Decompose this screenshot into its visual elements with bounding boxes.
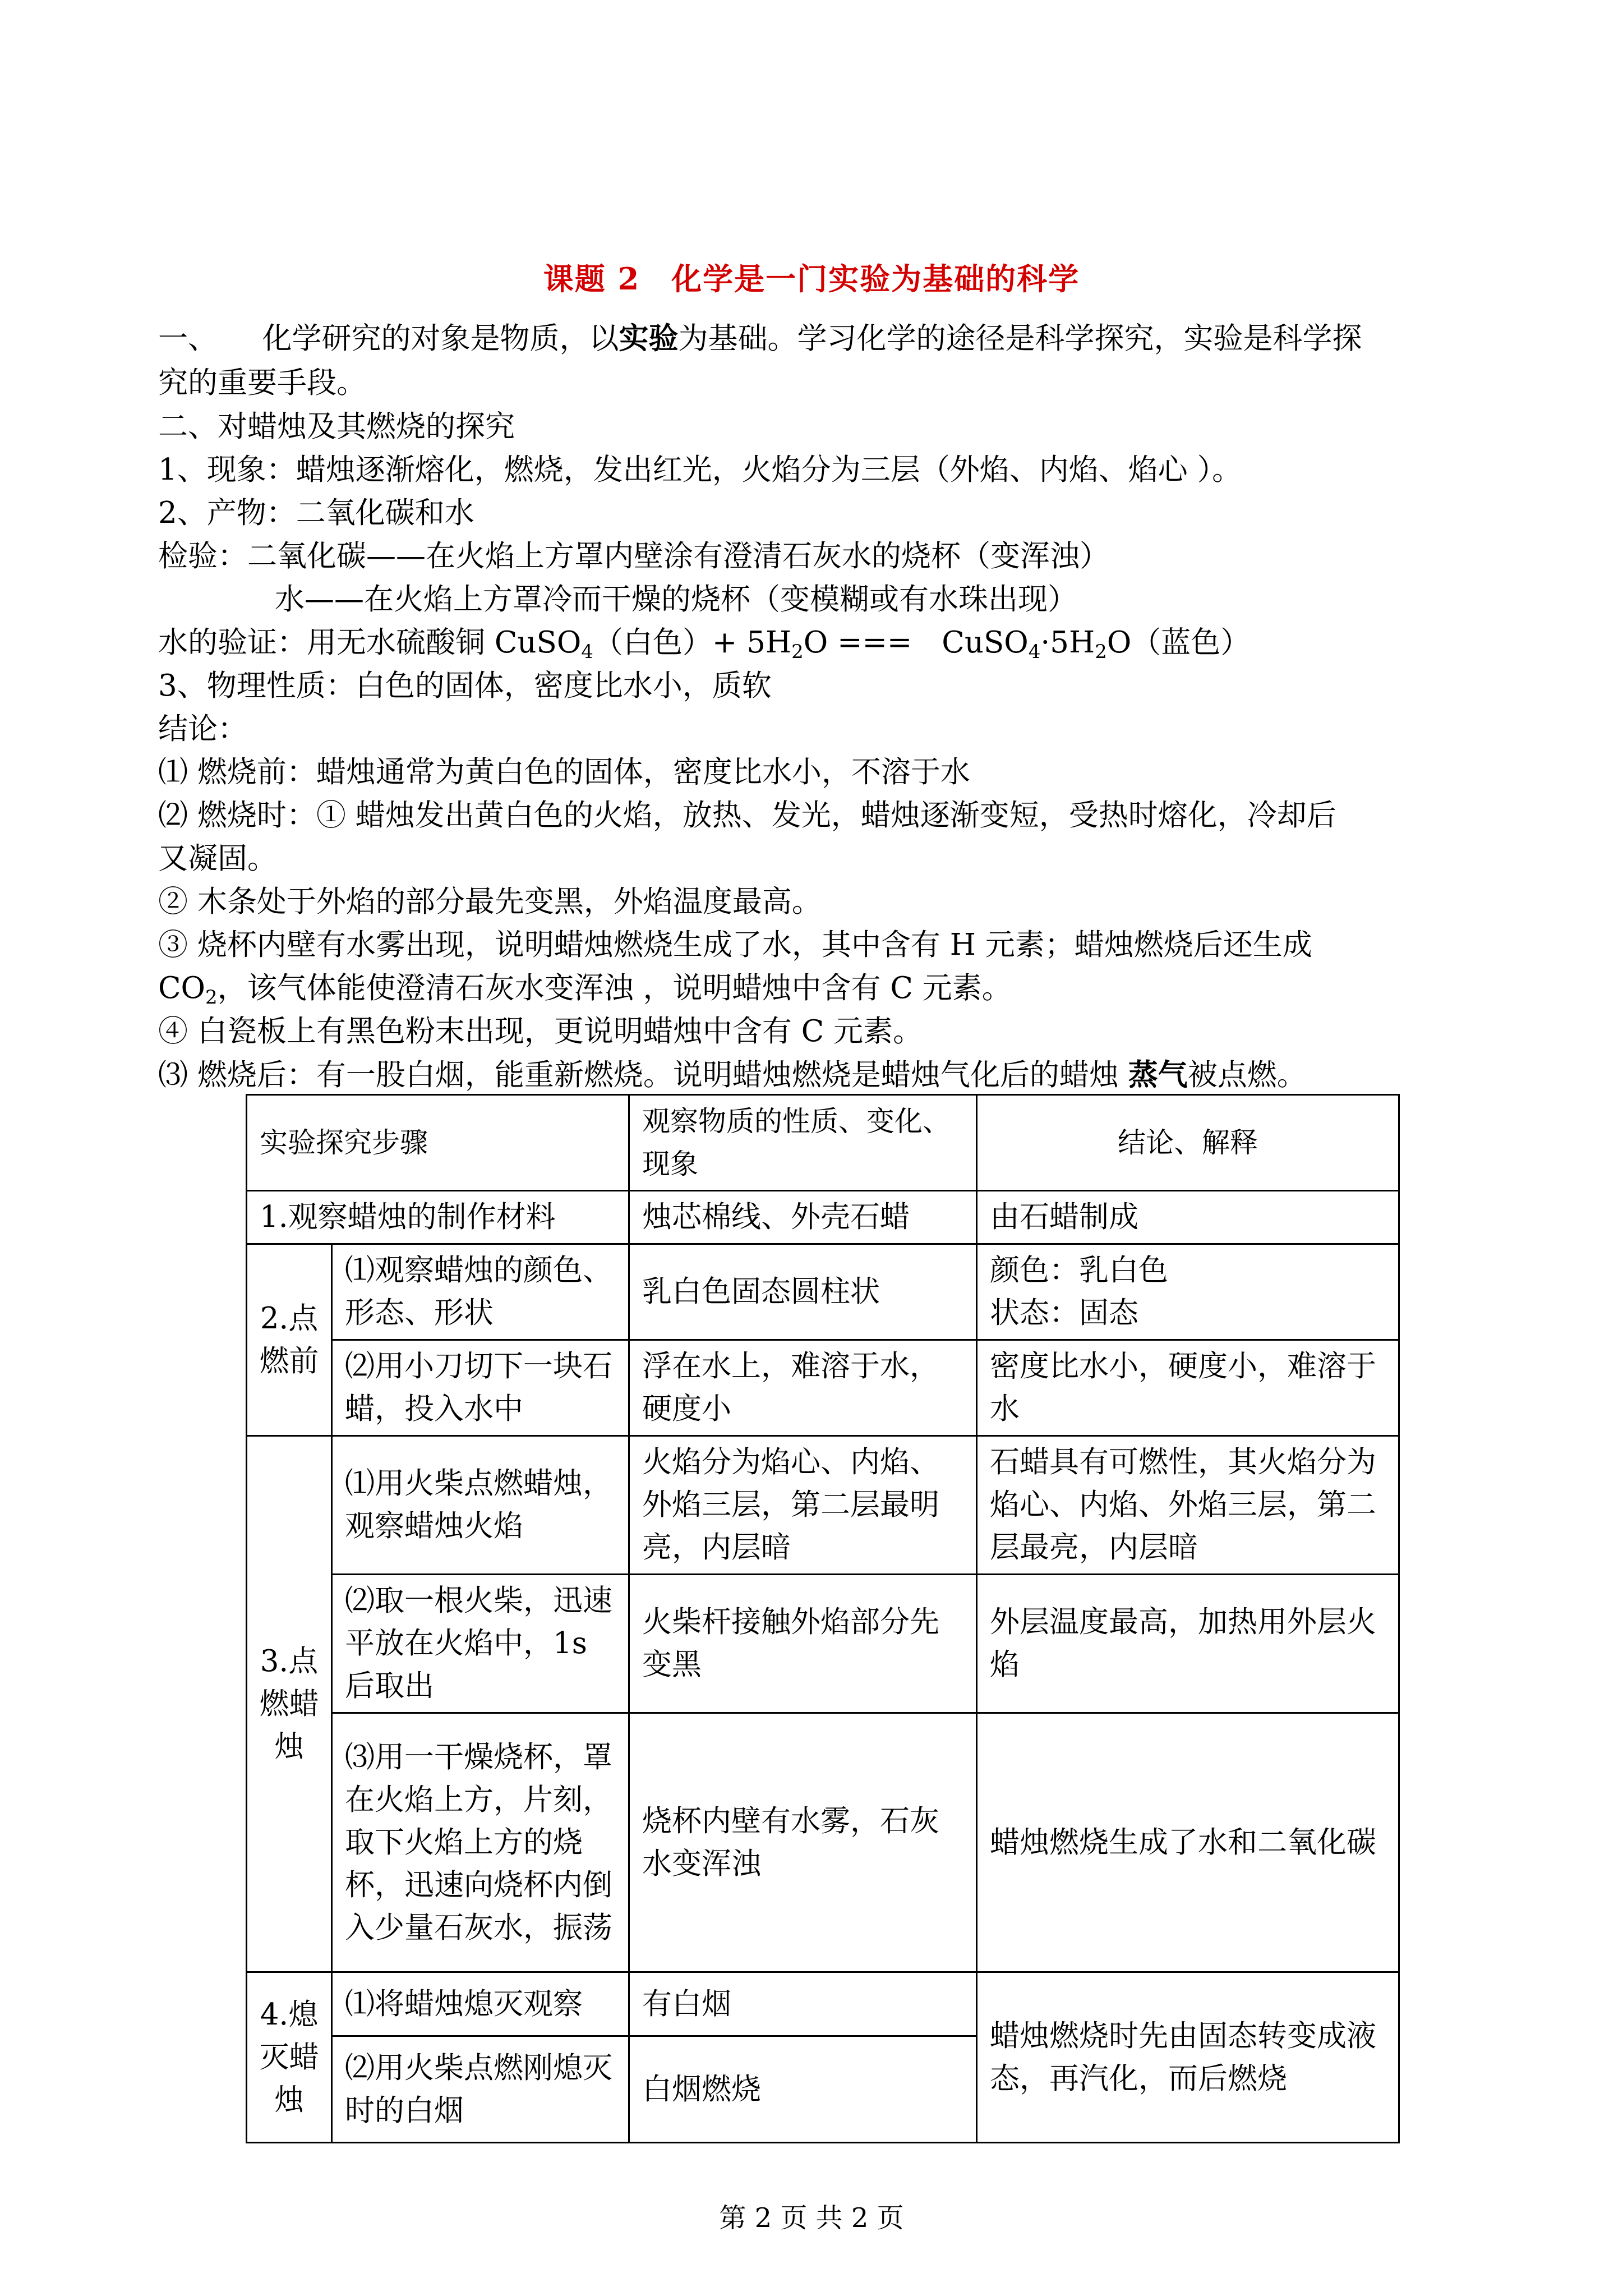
step-cell: ⑴观察蜡烛的颜色、形态、形状 xyxy=(332,1244,629,1340)
subscript: 4 xyxy=(1028,641,1041,663)
observation-cell: 浮在水上，难溶于水，硬度小 xyxy=(629,1340,977,1436)
paragraph-intro xyxy=(158,319,1362,358)
table-row xyxy=(247,1340,1399,1436)
group-label: 3.点燃蜡烛 xyxy=(247,1436,332,1972)
table-row xyxy=(247,1713,1399,1972)
paragraph-intro-cont: 究的重要手段。 xyxy=(158,366,366,400)
group-label: 4.熄灭蜡烛 xyxy=(247,1972,332,2143)
text-line: 水——在火焰上方罩冷而干燥的烧杯（变模糊或有水珠出现） xyxy=(275,582,1077,616)
text: 为基础。学习化学的途径是科学探究，实验是科学探 xyxy=(678,321,1362,356)
observation-cell: 白烟燃烧 xyxy=(629,2036,977,2143)
conclusion-cell: 蜡烛燃烧生成了水和二氧化碳 xyxy=(977,1713,1399,1972)
text-line: ⑵ 燃烧时：① 蜡烛发出黄白色的火焰，放热、发光，蜡烛逐渐变短，受热时熔化，冷却后 xyxy=(158,798,1336,832)
step-cell: ⑵取一根火柴，迅速平放在火焰中，1s 后取出 xyxy=(332,1575,629,1713)
observation-cell: 有白烟 xyxy=(629,1972,977,2036)
table-header-row xyxy=(247,1095,1399,1191)
table-row xyxy=(247,1244,1399,1340)
formula-line xyxy=(158,623,1250,662)
text: 被点燃。 xyxy=(1187,1058,1307,1092)
text-line: 又凝固。 xyxy=(158,841,277,876)
text: ⑶ 燃烧后：有一股白烟，能重新燃烧。说明蜡烛燃烧是蜡烛气化后的蜡烛 xyxy=(158,1058,1128,1092)
page-footer: 第 2 页 共 2 页 xyxy=(719,2202,904,2234)
header-conclusion: 结论、解释 xyxy=(977,1095,1399,1191)
conclusion-cell: 石蜡具有可燃性，其火焰分为焰心、内焰、外焰三层，第二层最亮，内层暗 xyxy=(977,1436,1399,1575)
table-row xyxy=(247,1972,1399,2036)
text-line: 1、现象：蜡烛逐渐熔化，燃烧，发出红光，火焰分为三层（外焰、内焰、焰心 ）。 xyxy=(158,453,1242,487)
section-heading: 二、对蜡烛及其燃烧的探究 xyxy=(158,409,515,444)
text-line: ③ 烧杯内壁有水雾出现，说明蜡烛燃烧生成了水，其中含有 H 元素；蜡烛燃烧后还生成 xyxy=(158,928,1312,962)
observation-cell: 火柴杆接触外焰部分先变黑 xyxy=(629,1575,977,1713)
subscript: 2 xyxy=(205,986,218,1009)
text: （白色）+ 5H xyxy=(593,625,792,660)
bold-text: 蒸气 xyxy=(1128,1057,1188,1092)
observation-cell: 乳白色固态圆柱状 xyxy=(629,1244,977,1340)
text-line: ② 木条处于外焰的部分最先变黑，外焰温度最高。 xyxy=(158,885,822,919)
step-cell: ⑴用火柴点燃蜡烛，观察蜡烛火焰 xyxy=(332,1436,629,1575)
step-cell: 1.观察蜡烛的制作材料 xyxy=(247,1191,629,1244)
text-line: 检验：二氧化碳——在火焰上方罩内壁涂有澄清石灰水的烧杯（变浑浊） xyxy=(158,539,1109,573)
text: CO xyxy=(158,971,206,1005)
text: ，该气体能使澄清石灰水变浑浊 ，说明蜡烛中含有 C 元素。 xyxy=(217,971,1012,1005)
subscript: 2 xyxy=(791,641,804,663)
text-line xyxy=(158,969,1012,1008)
conclusion-cell: 蜡烛燃烧时先由固态转变成液态，再汽化，而后燃烧 xyxy=(977,1972,1399,2143)
text-line: ⑴ 燃烧前：蜡烛通常为黄白色的固体，密度比水小，不溶于水 xyxy=(158,755,970,789)
text-line: ④ 白瓷板上有黑色粉末出现，更说明蜡烛中含有 C 元素。 xyxy=(158,1014,923,1048)
text-line xyxy=(158,1055,1307,1095)
conclusion-cell: 密度比水小，硬度小，难溶于水 xyxy=(977,1340,1399,1436)
text-line: 结论： xyxy=(158,712,247,746)
text: O === CuSO xyxy=(803,625,1029,660)
bold-text: 实验 xyxy=(619,321,679,356)
step-cell: ⑶用一干燥烧杯，罩在火焰上方，片刻，取下火焰上方的烧杯，迅速向烧杯内倒入少量石灰水，振荡 xyxy=(332,1713,629,1972)
text: O（蓝色） xyxy=(1106,625,1251,660)
subscript: 2 xyxy=(1095,641,1107,663)
page-title: 课题 2 化学是一门实验为基础的科学 xyxy=(543,261,1080,297)
step-cell: ⑵用小刀切下一块石蜡，投入水中 xyxy=(332,1340,629,1436)
subscript: 4 xyxy=(581,641,593,663)
group-label: 2.点燃前 xyxy=(247,1244,332,1436)
conclusion-cell: 外层温度最高，加热用外层火焰 xyxy=(977,1575,1399,1713)
table-row xyxy=(247,1436,1399,1575)
text: ·5H xyxy=(1040,625,1095,660)
observation-cell: 火焰分为焰心、内焰、外焰三层，第二层最明亮，内层暗 xyxy=(629,1436,977,1575)
observation-cell: 烧杯内壁有水雾，石灰水变浑浊 xyxy=(629,1713,977,1972)
header-step: 实验探究步骤 xyxy=(247,1095,629,1191)
conclusion-cell: 颜色：乳白色 状态：固态 xyxy=(977,1244,1399,1340)
text-line: 3、物理性质：白色的固体，密度比水小，质软 xyxy=(158,669,772,703)
text-line: 2、产物：二氧化碳和水 xyxy=(158,496,474,530)
text: 水的验证：用无水硫酸铜 CuSO xyxy=(158,625,582,660)
table-row xyxy=(247,1191,1399,1244)
text: 一、 化学研究的对象是物质，以 xyxy=(158,321,619,356)
conclusion-cell: 由石蜡制成 xyxy=(977,1191,1399,1244)
experiment-table xyxy=(246,1094,1400,2143)
step-cell: ⑴将蜡烛熄灭观察 xyxy=(332,1972,629,2036)
header-observation: 观察物质的性质、变化、现象 xyxy=(629,1095,977,1191)
table-row xyxy=(247,1575,1399,1713)
step-cell: ⑵用火柴点燃刚熄灭时的白烟 xyxy=(332,2036,629,2143)
observation-cell: 烛芯棉线、外壳石蜡 xyxy=(629,1191,977,1244)
